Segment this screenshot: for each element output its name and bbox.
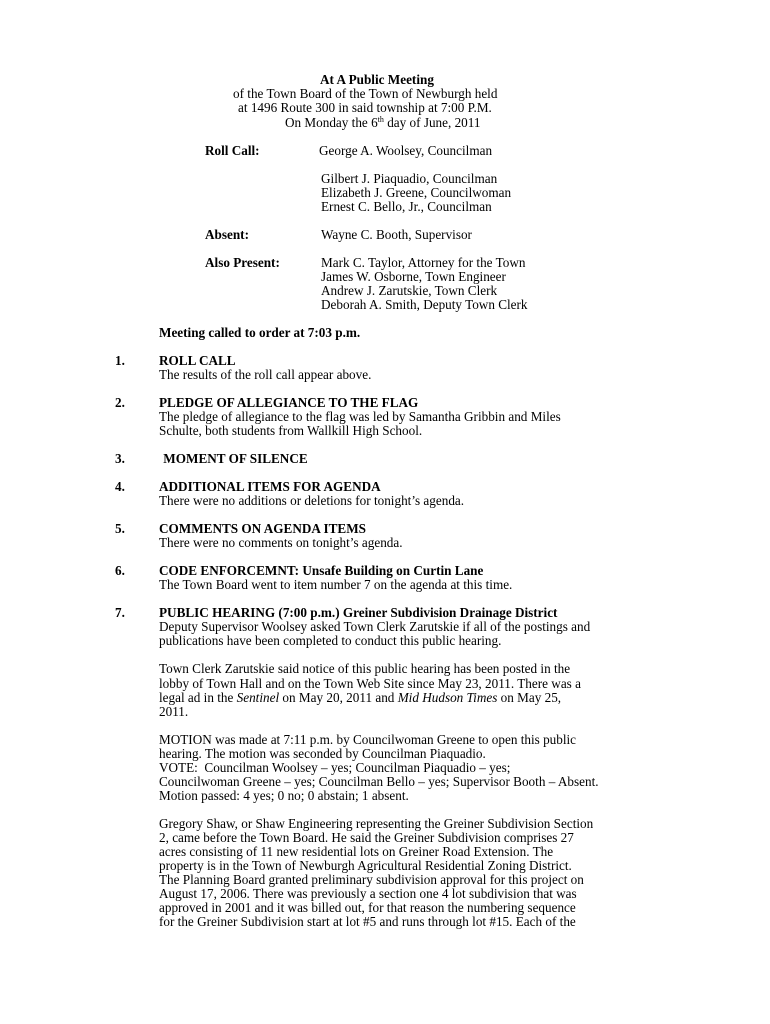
item-text: The pledge of allegiance to the flag was led by Samantha Gribbin and Miles [159,409,561,424]
item-number: 6. [115,563,125,578]
item-title: ROLL CALL [159,353,236,368]
item-title: PUBLIC HEARING (7:00 p.m.) Greiner Subdivision Drainage District [159,605,558,620]
called-to-order: Meeting called to order at 7:03 p.m. [159,325,361,340]
header-line-2: of the Town Board of the Town of Newburgh held [233,86,498,101]
roll-call-name: Gilbert J. Piaquadio, Councilman [321,171,498,186]
item-title: ADDITIONAL ITEMS FOR AGENDA [159,479,381,494]
paragraph-line: August 17, 2006. There was previously a section one 4 lot subdivision that was [159,886,577,901]
paragraph-line: acres consisting of 11 new residential lots on Greiner Road Extension. The [159,844,554,859]
meeting-title: At A Public Meeting [320,72,434,87]
item-number: 3. [115,451,125,466]
paragraph-line: 2, came before the Town Board. He said the Greiner Subdivision comprises 27 [159,830,574,845]
item-number: 7. [115,605,125,620]
also-present-name: Mark C. Taylor, Attorney for the Town [321,255,526,270]
item-text: publications have been completed to conduct this public hearing. [159,633,502,648]
item-text: The results of the roll call appear above. [159,367,372,382]
paragraph-line: Town Clerk Zarutskie said notice of this public hearing has been posted in the [159,661,571,676]
paragraph-line: approved in 2001 and it was billed out, for that reason the numbering sequence [159,900,576,915]
paragraph-line: lobby of Town Hall and on the Town Web Site since May 23, 2011. There was a [159,676,581,691]
paragraph-line: for the Greiner Subdivision start at lot #5 and runs through lot #15. Each of the [159,914,576,929]
paragraph-line: VOTE: Councilman Woolsey – yes; Councilman Piaquadio – yes; [159,760,511,775]
item-text: There were no comments on tonight’s agenda. [159,535,403,550]
item-number: 1. [115,353,125,368]
paragraph-line: Motion passed: 4 yes; 0 no; 0 abstain; 1 absent. [159,788,409,803]
absent-label: Absent: [205,227,249,242]
paragraph-line: 2011. [159,704,189,719]
header-line-4: On Monday the 6th day of June, 2011 [285,115,481,130]
item-text: Deputy Supervisor Woolsey asked Town Clerk Zarutskie if all of the postings and [159,619,591,634]
header-line-3: at 1496 Route 300 in said township at 7:00 P.M. [238,100,492,115]
paragraph-line: Gregory Shaw, or Shaw Engineering representing the Greiner Subdivision Section [159,816,594,831]
also-present-name: Deborah A. Smith, Deputy Town Clerk [321,297,528,312]
roll-call-name: Elizabeth J. Greene, Councilwoman [321,185,512,200]
roll-call-name: Ernest C. Bello, Jr., Councilman [321,199,492,214]
also-present-label: Also Present: [205,255,280,270]
item-number: 5. [115,521,125,536]
also-present-name: Andrew J. Zarutskie, Town Clerk [321,283,498,298]
paragraph-line: The Planning Board granted preliminary subdivision approval for this project on [159,872,584,887]
item-text: There were no additions or deletions for tonight’s agenda. [159,493,465,508]
item-title: PLEDGE OF ALLEGIANCE TO THE FLAG [159,395,419,410]
roll-call-label: Roll Call: [205,143,260,158]
paragraph-line: legal ad in the Sentinel on May 20, 2011 and Mid Hudson Times on May 25, [159,690,562,705]
paragraph-line: MOTION was made at 7:11 p.m. by Councilwoman Greene to open this public [159,732,577,747]
item-title: MOMENT OF SILENCE [160,451,308,466]
item-number: 4. [115,479,125,494]
paragraph-line: property is in the Town of Newburgh Agricultural Residential Zoning District. [159,858,572,873]
paragraph-line: Councilwoman Greene – yes; Councilman Bello – yes; Supervisor Booth – Absent. [159,774,599,789]
item-number: 2. [115,395,125,410]
item-text: The Town Board went to item number 7 on the agenda at this time. [159,577,513,592]
absent-name: Wayne C. Booth, Supervisor [321,227,472,242]
paragraph-line: hearing. The motion was seconded by Councilman Piaquadio. [159,746,486,761]
item-text: Schulte, both students from Wallkill High School. [159,423,423,438]
item-title: CODE ENFORCEMNT: Unsafe Building on Curtin Lane [159,563,484,578]
roll-call-name: George A. Woolsey, Councilman [319,143,493,158]
item-title: COMMENTS ON AGENDA ITEMS [159,521,366,536]
also-present-name: James W. Osborne, Town Engineer [321,269,506,284]
